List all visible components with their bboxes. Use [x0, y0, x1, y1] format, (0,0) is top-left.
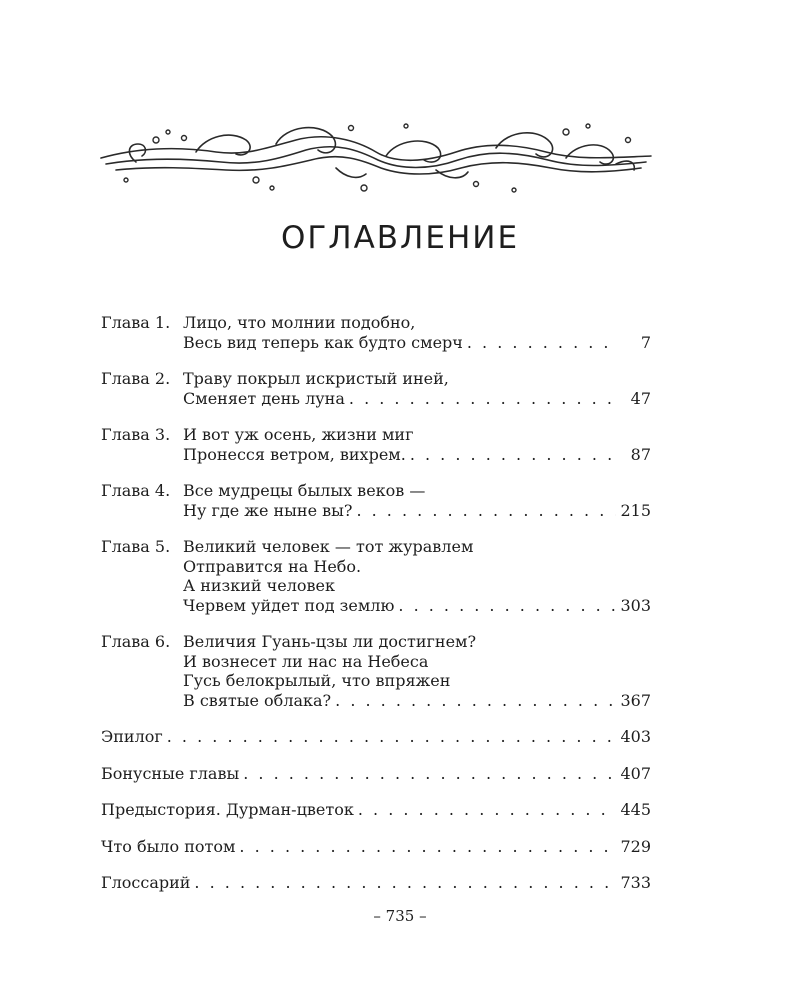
table-of-contents: [101, 313, 651, 893]
chapter-title-line: Все мудрецы былых веков —: [183, 481, 426, 500]
section-title: Предыстория. Дурман-цветок: [101, 800, 354, 819]
wave-cloud-ornament-icon: [96, 118, 656, 198]
chapter-title-line: Величия Гуань-цзы ли достигнем?: [183, 632, 477, 651]
dot-leader: [398, 596, 616, 616]
toc-entry-chapter-1[interactable]: [101, 313, 651, 352]
toc-entry-chapter-6[interactable]: [101, 632, 651, 710]
chapter-title-line: Пронесся ветром, вихрем.: [183, 444, 406, 464]
chapter-title-line: В святые облака?: [183, 690, 332, 710]
section-title: Эпилог: [101, 727, 163, 746]
chapter-title-line: И вознесет ли нас на Небеса: [183, 651, 429, 671]
chapter-title-line: Весь вид теперь как будто смерч: [183, 332, 463, 352]
section-title: Бонусные главы: [101, 763, 240, 783]
page-number: 303: [620, 595, 651, 615]
chapter-title-line: Ну где же ныне вы?: [183, 500, 353, 520]
chapter-title-line: Траву покрыл искристый иней,: [183, 369, 449, 388]
page-number: 729: [620, 836, 651, 856]
section-title: Что было потом: [101, 836, 236, 856]
chapter-label: Глава 1.: [101, 313, 171, 332]
page-number: 403: [620, 727, 651, 746]
toc-entry-epilogue[interactable]: [101, 727, 651, 747]
dot-leader: [358, 800, 617, 820]
toc-entry-glossary[interactable]: [101, 873, 651, 893]
chapter-label: Глава 6.: [101, 632, 171, 651]
chapter-title-line: Гусь белокрылый, что впряжен: [183, 671, 451, 690]
page-number: 445: [620, 800, 651, 819]
toc-entry-chapter-5[interactable]: [101, 537, 651, 615]
chapter-label: Глава 2.: [101, 369, 171, 388]
toc-entry-afterwards[interactable]: [101, 837, 651, 857]
chapter-label: Глава 3.: [101, 425, 171, 444]
dot-leader: [239, 837, 616, 857]
dot-leader: [243, 764, 616, 784]
dot-leader: [167, 727, 617, 747]
page-number: 733: [620, 873, 651, 892]
chapter-title-line: Лицо, что молнии подобно,: [183, 313, 416, 332]
toc-entry-prehistory[interactable]: [101, 800, 651, 820]
page-number: 407: [620, 763, 651, 783]
page-number: 87: [630, 444, 651, 464]
section-title: Глоссарий: [101, 873, 191, 892]
chapter-title-line: Сменяет день луна: [183, 388, 345, 408]
page-number-footer: – 735 –: [373, 907, 427, 925]
dot-leader: [335, 691, 616, 711]
toc-entry-bonus-chapters[interactable]: [101, 764, 651, 784]
chapter-title-line: А низкий человек: [183, 576, 335, 595]
chapter-title-line: И вот уж осень, жизни миг: [183, 425, 414, 444]
page-number: 47: [630, 388, 651, 408]
dot-leader: [410, 445, 619, 465]
chapter-title-line: Червем уйдет под землю: [183, 595, 395, 615]
page-number: 7: [640, 332, 651, 352]
chapter-title-line: Великий человек — тот журавлем: [183, 537, 474, 556]
dot-leader: [356, 501, 616, 521]
dot-leader: [194, 873, 616, 893]
chapter-title-line: Отправится на Небо.: [183, 556, 362, 576]
toc-entry-chapter-4[interactable]: [101, 481, 651, 520]
toc-entry-chapter-3[interactable]: [101, 425, 651, 464]
chapter-label: Глава 5.: [101, 537, 171, 556]
page-number: 367: [620, 690, 651, 710]
dot-leader: [467, 333, 619, 353]
dot-leader: [349, 389, 619, 409]
chapter-label: Глава 4.: [101, 481, 171, 500]
page-title: ОГЛАВЛЕНИЕ: [280, 220, 520, 256]
page-number: 215: [620, 500, 651, 520]
toc-entry-chapter-2[interactable]: [101, 369, 651, 408]
